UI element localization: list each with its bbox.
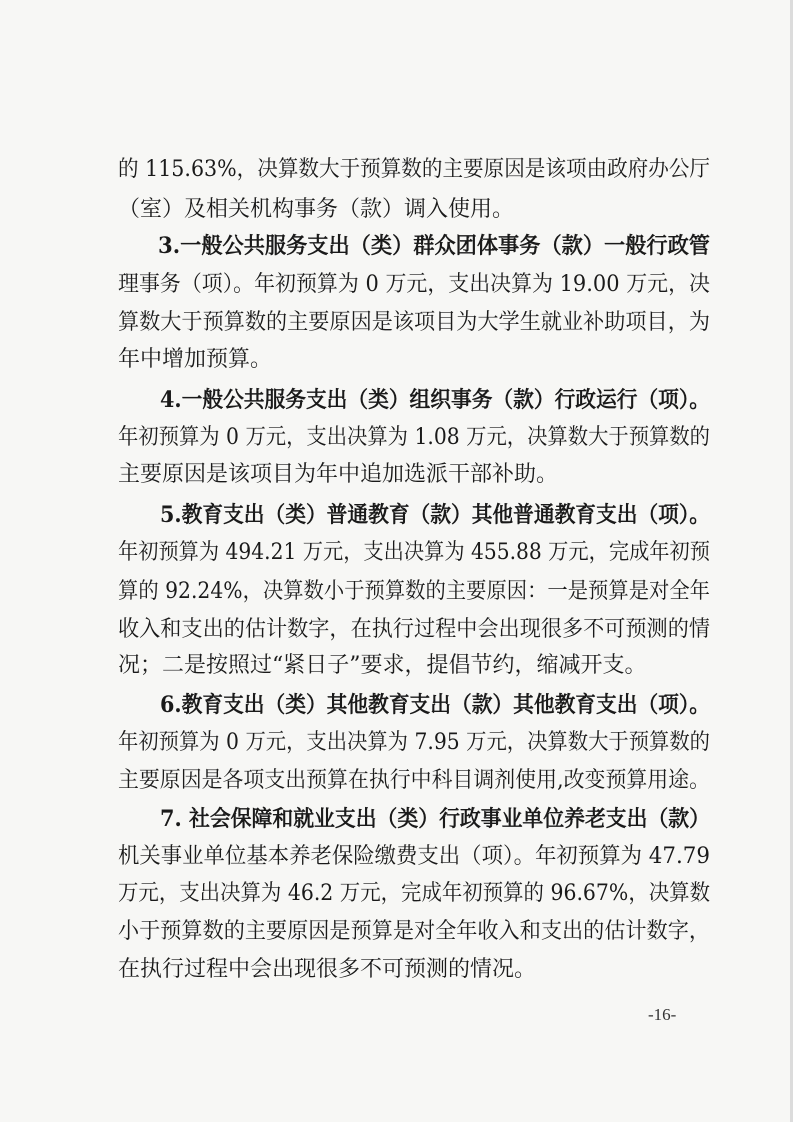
text-line-14 xyxy=(0,646,793,686)
text: 年初预算为 0 万元，支出决算为 1.08 万元，决算数大于预算数的 xyxy=(118,425,710,450)
heading: 4.一般公共服务支出（类）组织事务（款）行政运行（项）。 xyxy=(160,387,710,413)
text: 小于预算数的主要原因是预算是对全年收入和支出的估计数字， xyxy=(118,919,710,944)
item-3-heading xyxy=(0,226,793,266)
text: 收入和支出的估计数字，在执行过程中会出现很多不可预测的情 xyxy=(118,617,710,642)
text: 年初预算为 0 万元，支出决算为 7.95 万元，决算数大于预算数的 xyxy=(118,730,710,755)
item-5-heading xyxy=(0,495,793,535)
text-line-5 xyxy=(0,303,793,343)
text: 在执行过程中会出现很多不可预测的情况。 xyxy=(118,957,537,982)
text-line-21 xyxy=(0,912,793,952)
heading: 5.教育支出（类）普通教育（款）其他普通教育支出（项）。 xyxy=(160,502,710,528)
text-line-20 xyxy=(0,874,793,914)
heading: 6.教育支出（类）其他教育支出（款）其他教育支出（项）。 xyxy=(160,692,710,718)
text-line-11 xyxy=(0,533,793,573)
text: 万元，支出决算为 46.2 万元，完成年初预算的 96.67%，决算数 xyxy=(118,881,710,906)
text-line-8 xyxy=(0,418,793,458)
text: 机关事业单位基本养老保险缴费支出（项）。年初预算为 47.79 xyxy=(118,844,710,869)
text-line-17 xyxy=(0,761,793,801)
text: 算的 92.24%，决算数小于预算数的主要原因：一是预算是对全年 xyxy=(118,579,710,604)
text: 主要原因是各项支出预算在执行中科目调剂使用,改变预算用途。 xyxy=(118,768,710,793)
item-4-heading xyxy=(0,380,793,420)
text: 年初预算为 494.21 万元，支出决算为 455.88 万元，完成年初预 xyxy=(118,540,710,565)
text: 况；二是按照过“紧日子”要求，提倡节约，缩减开支。 xyxy=(118,653,647,678)
text-line-12 xyxy=(0,572,793,612)
text-line-13 xyxy=(0,610,793,650)
text-line-16 xyxy=(0,723,793,763)
text-line-6 xyxy=(0,340,793,380)
text-line-1 xyxy=(0,150,793,190)
text: 算数大于预算数的主要原因是该项目为大学生就业补助项目，为 xyxy=(118,310,710,335)
text-line-22 xyxy=(0,950,793,990)
heading: 7. 社会保障和就业支出（类）行政事业单位养老支出（款） xyxy=(160,806,710,832)
text: 的 115.63%，决算数大于预算数的主要原因是该项由政府办公厅 xyxy=(118,157,711,182)
heading: 3.一般公共服务支出（类）群众团体事务（款）一般行政管 xyxy=(158,233,710,259)
text-line-9 xyxy=(0,455,793,495)
text-line-2 xyxy=(0,190,793,230)
text: 主要原因是该项目为年中追加选派干部补助。 xyxy=(118,462,559,487)
text-line-4 xyxy=(0,265,793,305)
text: 年中增加预算。 xyxy=(118,347,273,372)
text: （室）及相关机构事务（款）调入使用。 xyxy=(118,197,515,222)
item-7-heading xyxy=(0,799,793,839)
text: 理事务（项）。年初预算为 0 万元，支出决算为 19.00 万元，决 xyxy=(118,272,710,297)
text-line-19 xyxy=(0,837,793,877)
item-6-heading xyxy=(0,685,793,725)
page-number: -16- xyxy=(648,1005,677,1024)
